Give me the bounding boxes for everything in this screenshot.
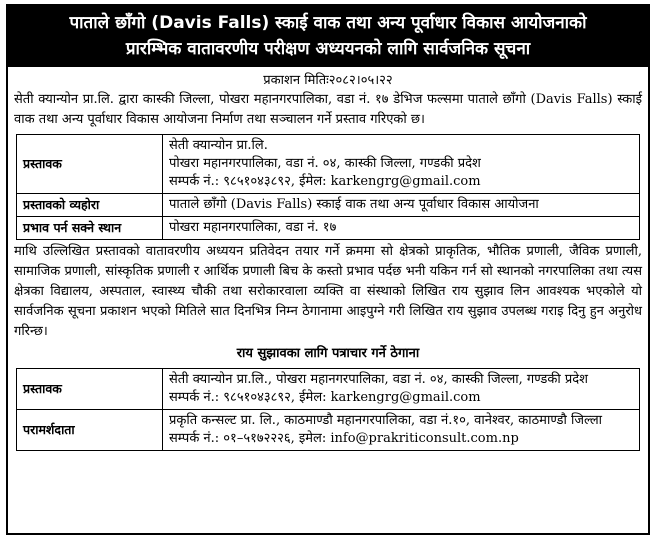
table-row [17, 217, 640, 240]
body-paragraph: माथि उल्लिखित प्रस्तावको वातावरणीय अध्ययन प्रतिवेदन तयार गर्ने क्रममा सो क्षेत्रको प्राकृतिक, भौतिक प्रणाली, जैविक प्रणाली, सामाजिक प्रणाली, सांस्कृतिक प्रणाली र आर्थिक प्रणाली बिच के कस्तो प्रभाव पर्दछ भनी यकिन गर्न सो स्थानको नगरपालिका तथा त्यस क्षेत्रका विद्यालय, अस्पताल, स्वास्थ्य चौकी तथा सरोकारवाला व्यक्ति वा संस्थाको लिखित राय सुझाव लिन आवश्यक भएकोले यो सार्वजनिक सूचना प्रकाशन भएको मितिले सात दिनभित्र निम्न ठेगानामा आइपुग्ने गरी लिखित राय सुझाव उपलब्ध गराइ दिनु हुन अनुरोध गरिन्छ। [14, 244, 642, 339]
header-title-line1: पाताले छाँगो (Davis Falls) स्काई वाक तथा अन्य पूर्वाधार विकास आयोजनाको [69, 13, 587, 33]
contact-proponent-contact: सम्पर्क नं.: ९८५१०४३८९२, ईमेल: karkengrg@gmail.com [169, 390, 481, 405]
consultant-details [163, 410, 640, 451]
publication-date: प्रकाशन मितिः२०८२।०५।२२ [263, 73, 393, 88]
proponent-label: प्रस्तावक [17, 135, 163, 194]
contact-table [16, 368, 640, 451]
proposal-value: पाताले छाँगो (Davis Falls) स्काई वाक तथा अन्य पूर्वाधार विकास आयोजना [163, 194, 640, 217]
contact-heading: राय सुझावका लागि पत्राचार गर्ने ठेगाना [236, 346, 420, 361]
contact-proponent-address: सेती क्यान्योन प्रा.लि., पोखरा महानगरपालिका, वडा नं. ०४, कास्की जिल्ला, गण्डकी प्रदेश [169, 372, 588, 387]
public-notice [6, 4, 650, 535]
proposal-label: प्रस्तावको व्यहोरा [17, 194, 163, 217]
consultant-address: प्रकृति कन्सल्ट प्रा. लि., काठमाण्डौ महानगरपालिका, वडा नं.१०, वानेश्वर, काठमाण्डौ जिल्ला [169, 413, 603, 428]
consultant-contact: सम्पर्क नं.: ०१–५१७२२२६, इमेल: info@prakriticonsult.com.np [169, 431, 519, 446]
proposal-info-table [16, 134, 640, 240]
notice-header [8, 6, 648, 67]
proponent-address: पोखरा महानगरपालिका, वडा नं. ०४, कास्की जिल्ला, गण्डकी प्रदेश [169, 156, 481, 171]
table-row [17, 410, 640, 451]
proponent-contact: सम्पर्क नं.: ९८५१०४३८९२, ईमेल: karkengrg@gmail.com [169, 174, 481, 189]
table-row [17, 135, 640, 194]
affected-area-label: प्रभाव पर्न सक्ने स्थान [17, 217, 163, 240]
intro-paragraph: सेती क्यान्योन प्रा.लि. द्वारा कास्की जिल्ला, पोखरा महानगरपालिका, वडा नं. १७ डेभिज फल्समा पाताले छाँगो (Davis Falls) स्काई वाक तथा अन्य पूर्वाधार विकास आयोजना निर्माण तथा सञ्चालन गर्ने प्रस्ताव गरिएको छ। [14, 92, 642, 127]
header-title-line2: प्रारम्भिक वातावरणीय परीक्षण अध्ययनको लागि सार्वजनिक सूचना [125, 39, 531, 59]
proponent-details [163, 135, 640, 194]
table-row [17, 194, 640, 217]
consultant-label: परामर्शदाता [17, 410, 163, 451]
proponent-name: सेती क्यान्योन प्रा.लि. [169, 138, 268, 153]
table-row [17, 369, 640, 410]
contact-proponent-label: प्रस्तावक [17, 369, 163, 410]
contact-proponent-details [163, 369, 640, 410]
affected-area-value: पोखरा महानगरपालिका, वडा नं. १७ [163, 217, 640, 240]
